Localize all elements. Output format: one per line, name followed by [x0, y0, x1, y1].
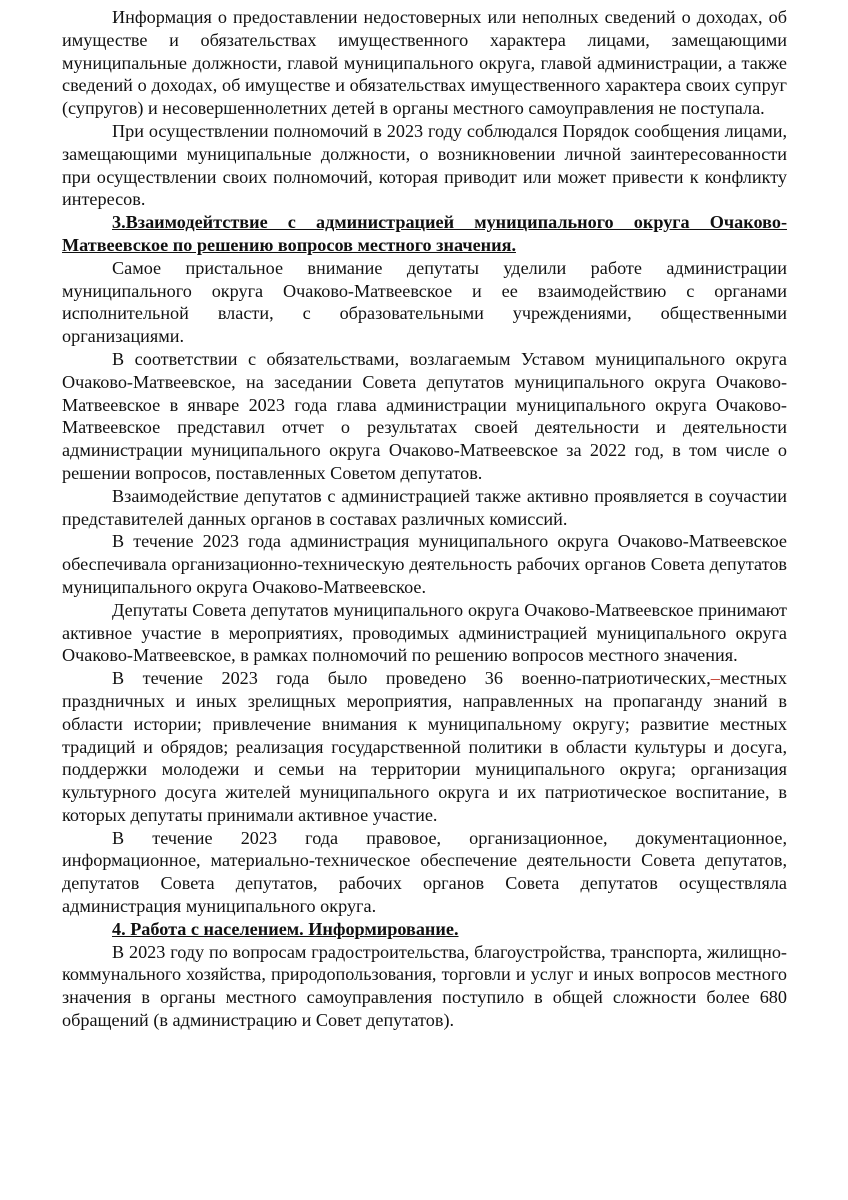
section-3-paragraph-6: [62, 667, 787, 827]
paragraph-6-start: В течение 2023 года было проведено 36 военно-патриотических,: [112, 668, 711, 689]
section-4-heading: 4. Работа с населением. Информирование.: [112, 918, 459, 939]
paragraph-6-rest: местных праздничных и иных зрелищных мероприятия, направленных на пропаганду знаний в области истории; привлечение внимания к муниципальному округу; развитие местных традиций и обрядов; реализация государственной политики в области культуры и досуга, поддержки молодежи и семьи на территории муниципального округа; организация культурного досуга жителей муниципального округа и их патриотическое воспитание, в которых депутаты принимали активное участие.: [62, 668, 787, 825]
section-3-paragraph-5: Депутаты Совета депутатов муниципального округа Очаково-Матвеевское принимают активное участие в мероприятиях, проводимых администрацией муниципального округа Очаково-Матвеевское, в рамках полномочий по решению вопросов местного значения.: [62, 599, 787, 666]
paragraph-conflict-of-interest: При осуществлении полномочий в 2023 году соблюдался Порядок сообщения лицами, замещающими муниципальные должности, о возникновении личной заинтересованности при осуществлении своих полномочий, которая приводит или может привести к конфликту интересов.: [62, 120, 787, 210]
section-3-heading: 3.Взаимодейтствие с администрацией муниципального округа Очаково-Матвеевское по решению вопросов местного значения.: [62, 212, 787, 255]
section-4-paragraph-1: В 2023 году по вопросам градостроительства, благоустройства, транспорта, жилищно-коммунального хозяйства, природопользования, торговли и услуг и иных вопросов местного значения в органы местного самоуправления поступило в общей сложности более 680 обращений (в администрацию и Совет депутатов).: [62, 941, 787, 1031]
section-3-paragraph-3: Взаимодействие депутатов с администрацией также активно проявляется в соучастии представителей данных органов в составах различных комиссий.: [62, 485, 787, 529]
section-3-paragraph-1: Самое пристальное внимание депутаты уделили работе администрации муниципального округа Очаково-Матвеевское и ее взаимодействию с органами исполнительной власти, с образовательными учреждениями, общественными организациями.: [62, 257, 787, 347]
red-dash-mark: –: [710, 668, 720, 689]
section-3-paragraph-2: В соответствии с обязательствами, возлагаемым Уставом муниципального округа Очаково-Матвеевское, на заседании Совета депутатов муниципального округа Очаково-Матвеевское в январе 2023 года глава администрации муниципального округа Очаково-Матвеевское представил отчет о результатах своей деятельности и деятельности администрации муниципального округа Очаково-Матвеевское за 2022 год, в том числе о решении вопросов, поставленных Советом депутатов.: [62, 348, 787, 483]
section-3-paragraph-7: В течение 2023 года правовое, организационное, документационное, информационное, материально-техническое обеспечение деятельности Совета депутатов, депутатов Совета депутатов, рабочих органов Совета депутатов осуществляла администрация муниципального округа.: [62, 827, 787, 917]
paragraph-income-info: Информация о предоставлении недостоверных или неполных сведений о доходах, об имуществе и обязательствах имущественного характера лицами, замещающими муниципальные должности, главой муниципального округа, главой администрации, а также сведений о доходах, об имуществе и обязательствах имущественного характера своих супруг (супругов) и несовершеннолетних детей в органы местного самоуправления не поступала.: [62, 7, 787, 119]
section-3-paragraph-4: В течение 2023 года администрация муниципального округа Очаково-Матвеевское обеспечивала организационно-техническую деятельность рабочих органов Совета депутатов муниципального округа Очаково-Матвеевское.: [62, 531, 787, 597]
